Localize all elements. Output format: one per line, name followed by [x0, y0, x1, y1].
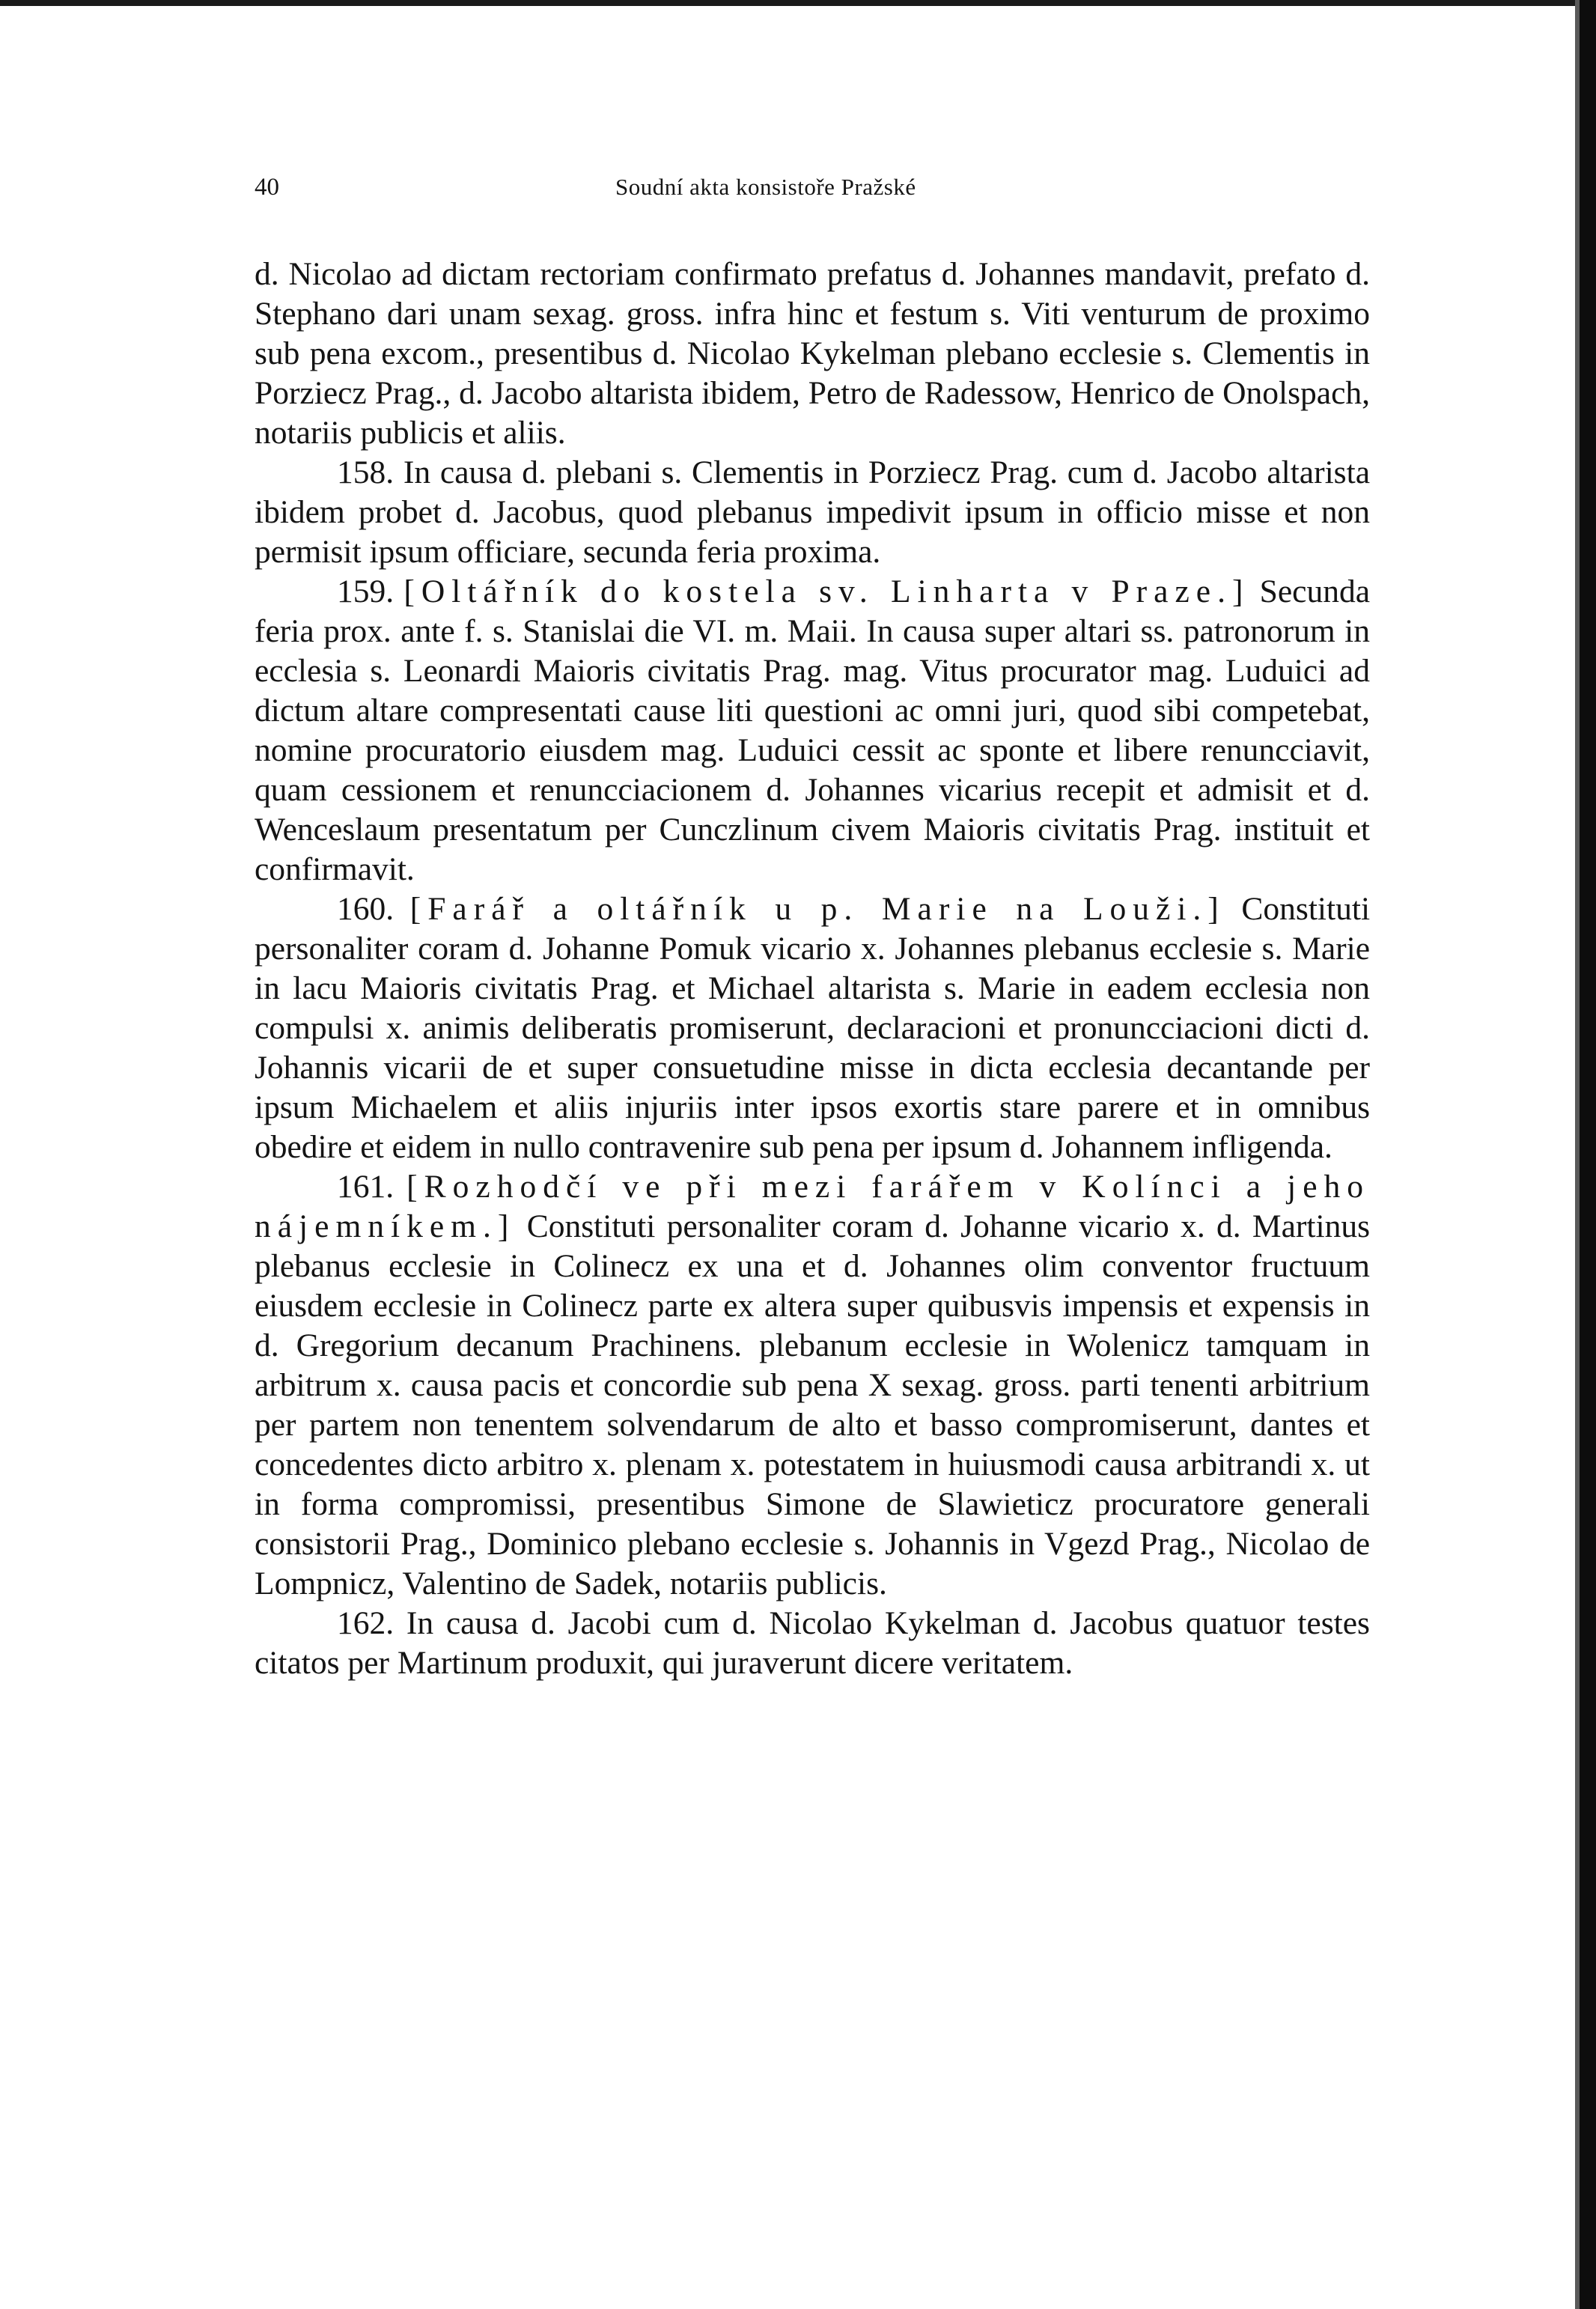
paragraph-continuation	[255, 255, 1370, 453]
entry-159	[255, 572, 1370, 889]
entry-160	[255, 889, 1370, 1167]
document-body	[255, 255, 1370, 1683]
entry-number: 162.	[337, 1605, 395, 1641]
page-number: 40	[255, 174, 279, 201]
entry-number: 159.	[337, 574, 395, 609]
entry-number: 161.	[337, 1169, 395, 1205]
entry-158	[255, 453, 1370, 572]
entry-number: 158.	[337, 454, 395, 490]
entry-text: Constituti personaliter coram d. Johanne Pomuk vicario x. Johannes plebanus ecclesie s. Marie in lacu Maioris civitatis Prag. et Michael altarista s. Marie in eadem ecclesia non compulsi x. animis deliberatis promiserunt, declaracioni et pronuncciacioni dicti d. Johannis vicarii de et super consuetudine misse in dicta ecclesia decantande per ipsum Michaelem et aliis injuriis inter ipsos exortis stare parere et in omnibus obedire et eidem in nullo contravenire sub pena per ipsum d. Johannem infligenda.	[255, 891, 1371, 1165]
entry-text: Secunda feria prox. ante f. s. Stanislai die VI. m. Maii. In causa super altari ss. patronorum in ecclesia s. Leonardi Maioris civitatis Prag. mag. Vitus procurator mag. Luduici ad dictum altare compresentati cause liti questioni ac omni juri, quod sibi competebat, nomine procuratorio eiusdem mag. Luduici cessit ac sponte et libere renuncciavit, quam cessionem et renuncciacionem d. Johannes vicarius recepit et admisit et d. Wenceslaum presentatum per Cunczlinum civem Maioris civitatis Prag. instituit et confirmavit.	[255, 574, 1371, 887]
entry-text: In causa d. Jacobi cum d. Nicolao Kykelman d. Jacobus quatuor testes citatos per Martinum produxit, qui juraverunt dicere veritatem.	[255, 1605, 1370, 1681]
paragraph-text: d. Nicolao ad dictam rectoriam confirmato prefatus d. Johannes mandavit, prefato d. Stephano dari unam sexag. gross. infra hinc et festum s. Viti venturum de proximo sub pena excom., presentibus d. Nicolao Kykelman plebano ecclesie s. Clementis in Porziecz Prag., d. Jacobo altarista ibidem, Petro de Radessow, Henrico de Onolspach, notariis publicis et aliis.	[255, 256, 1370, 451]
entry-heading: [Farář a oltářník u p. Marie na Louži.]	[409, 891, 1225, 927]
running-title: Soudní akta konsistoře Pražské	[615, 174, 916, 200]
entry-heading: [Oltářník do kostela sv. Linharta v Praze.]	[403, 574, 1250, 609]
page-header	[255, 174, 1003, 210]
entry-162	[255, 1604, 1370, 1683]
scan-page-edge	[1580, 0, 1596, 2309]
entry-number: 160.	[337, 891, 395, 927]
entry-text: Constituti personaliter coram d. Johanne vicario x. d. Martinus plebanus ecclesie in Colinecz ex una et d. Johannes olim conventor fructuum eiusdem ecclesie in Colinecz parte ex altera super quibusvis impensis et expensis in d. Gregorium decanum Prachinens. plebanum ecclesie in Wolenicz tamquam in arbitrum x. causa pacis et concordie sub pena X sexag. gross. parti tenenti arbitrium per partem non tenentem solvendarum de alto et basso compromiserunt, dantes et concedentes dicto arbitro x. plenam x. potestatem in huiusmodi causa arbitrandi x. ut in forma compromissi, presentibus Simone de Slawieticz procuratore generali consistorii Prag., Dominico plebano ecclesie s. Johannis in Vgezd Prag., Nicolao de Lompnicz, Valentino de Sadek, notariis publicis.	[255, 1208, 1371, 1601]
scan-top-border	[0, 0, 1596, 6]
entry-heading: [Rozhodčí ve při mezi farářem v Kolínci a jeho nájemníkem.]	[255, 1169, 1370, 1244]
entry-161	[255, 1167, 1370, 1604]
entry-text: In causa d. plebani s. Clementis in Porziecz Prag. cum d. Jacobo altarista ibidem probet d. Jacobus, quod plebanus impedivit ipsum in officio misse et non permisit ipsum officiare, secunda feria proxima.	[255, 454, 1371, 570]
